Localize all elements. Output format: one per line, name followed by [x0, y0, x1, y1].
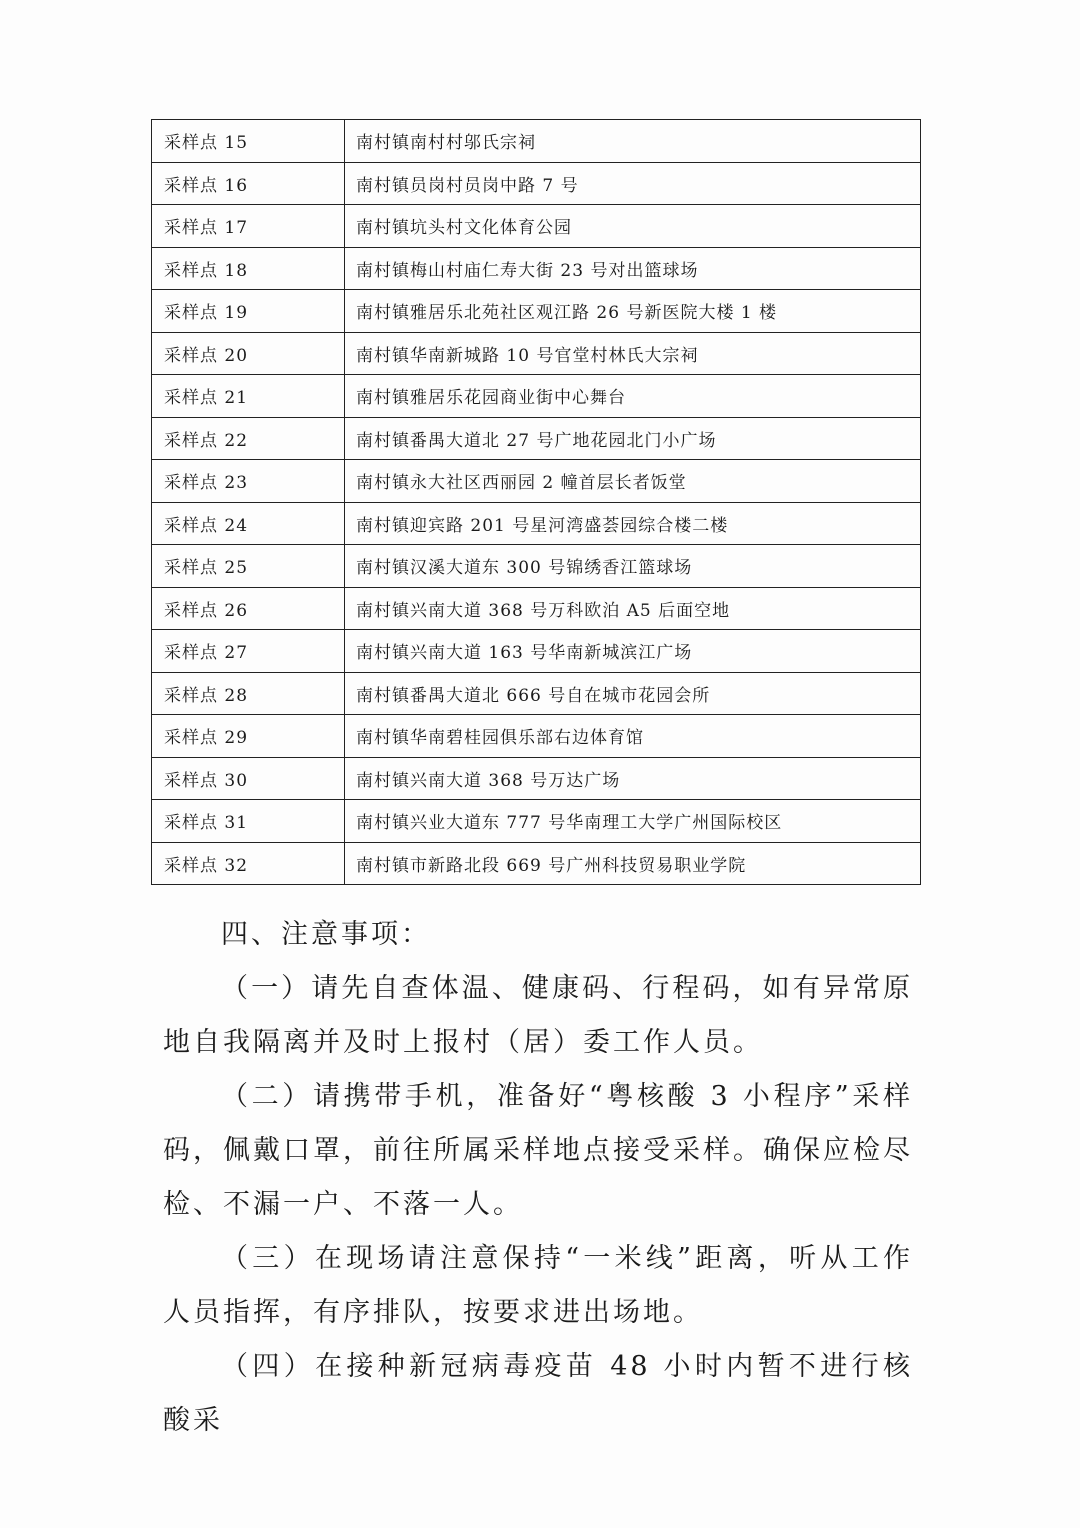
- site-address-cell: 南村镇员岗村员岗中路 7 号: [345, 162, 921, 205]
- site-address-cell: 南村镇雅居乐花园商业街中心舞台: [345, 375, 921, 418]
- table-row: [152, 842, 921, 885]
- site-address-cell: 南村镇市新路北段 669 号广州科技贸易职业学院: [345, 842, 921, 885]
- sampling-sites-table-body: [152, 120, 921, 885]
- table-row: [152, 502, 921, 545]
- site-id-cell: 采样点 21: [152, 375, 345, 418]
- site-address-cell: 南村镇兴业大道东 777 号华南理工大学广州国际校区: [345, 800, 921, 843]
- site-id-cell: 采样点 28: [152, 672, 345, 715]
- site-id-cell: 采样点 24: [152, 502, 345, 545]
- note-paragraph-2: （二）请携带手机，准备好“粤核酸 3 小程序”采样码，佩戴口罩，前往所属采样地点接受采样。确保应检尽检、不漏一户、不落一人。: [163, 1081, 913, 1220]
- site-id-cell: 采样点 16: [152, 162, 345, 205]
- note-paragraph-1: （一）请先自查体温、健康码、行程码，如有异常原地自我隔离并及时上报村（居）委工作人员。: [163, 973, 913, 1058]
- site-id-cell: 采样点 31: [152, 800, 345, 843]
- site-id-cell: 采样点 22: [152, 417, 345, 460]
- table-row: [152, 332, 921, 375]
- site-address-cell: 南村镇番禺大道北 27 号广地花园北门小广场: [345, 417, 921, 460]
- table-row: [152, 587, 921, 630]
- site-id-cell: 采样点 18: [152, 247, 345, 290]
- site-address-cell: 南村镇兴南大道 163 号华南新城滨江广场: [345, 630, 921, 673]
- site-id-cell: 采样点 27: [152, 630, 345, 673]
- site-address-cell: 南村镇坑头村文化体育公园: [345, 205, 921, 248]
- site-id-cell: 采样点 26: [152, 587, 345, 630]
- table-row: [152, 247, 921, 290]
- site-id-cell: 采样点 17: [152, 205, 345, 248]
- site-address-cell: 南村镇汉溪大道东 300 号锦绣香江篮球场: [345, 545, 921, 588]
- site-address-cell: 南村镇永大社区西丽园 2 幢首层长者饭堂: [345, 460, 921, 503]
- table-row: [152, 800, 921, 843]
- site-address-cell: 南村镇兴南大道 368 号万达广场: [345, 757, 921, 800]
- table-row: [152, 375, 921, 418]
- sampling-sites-table: [151, 119, 921, 885]
- table-row: [152, 630, 921, 673]
- table-row: [152, 205, 921, 248]
- site-id-cell: 采样点 23: [152, 460, 345, 503]
- site-id-cell: 采样点 19: [152, 290, 345, 333]
- site-address-cell: 南村镇华南碧桂园俱乐部右边体育馆: [345, 715, 921, 758]
- site-id-cell: 采样点 15: [152, 120, 345, 163]
- site-id-cell: 采样点 20: [152, 332, 345, 375]
- table-row: [152, 757, 921, 800]
- site-address-cell: 南村镇南村村邬氏宗祠: [345, 120, 921, 163]
- table-row: [152, 162, 921, 205]
- site-id-cell: 采样点 32: [152, 842, 345, 885]
- site-address-cell: 南村镇番禺大道北 666 号自在城市花园会所: [345, 672, 921, 715]
- site-id-cell: 采样点 30: [152, 757, 345, 800]
- site-address-cell: 南村镇雅居乐北苑社区观江路 26 号新医院大楼 1 楼: [345, 290, 921, 333]
- notes-section: [163, 908, 913, 1448]
- site-address-cell: 南村镇兴南大道 368 号万科欧泊 A5 后面空地: [345, 587, 921, 630]
- table-row: [152, 120, 921, 163]
- table-row: [152, 715, 921, 758]
- site-address-cell: 南村镇迎宾路 201 号星河湾盛荟园综合楼二楼: [345, 502, 921, 545]
- note-paragraph-4: （四）在接种新冠病毒疫苗 48 小时内暂不进行核酸采: [163, 1351, 913, 1436]
- table-row: [152, 545, 921, 588]
- table-row: [152, 460, 921, 503]
- site-id-cell: 采样点 25: [152, 545, 345, 588]
- site-id-cell: 采样点 29: [152, 715, 345, 758]
- site-address-cell: 南村镇华南新城路 10 号官堂村林氏大宗祠: [345, 332, 921, 375]
- note-paragraph-3: （三）在现场请注意保持“一米线”距离，听从工作人员指挥，有序排队，按要求进出场地。: [163, 1243, 913, 1328]
- site-address-cell: 南村镇梅山村庙仁寿大街 23 号对出篮球场: [345, 247, 921, 290]
- table-row: [152, 290, 921, 333]
- notes-heading: 四、注意事项：: [221, 919, 431, 950]
- table-row: [152, 672, 921, 715]
- table-row: [152, 417, 921, 460]
